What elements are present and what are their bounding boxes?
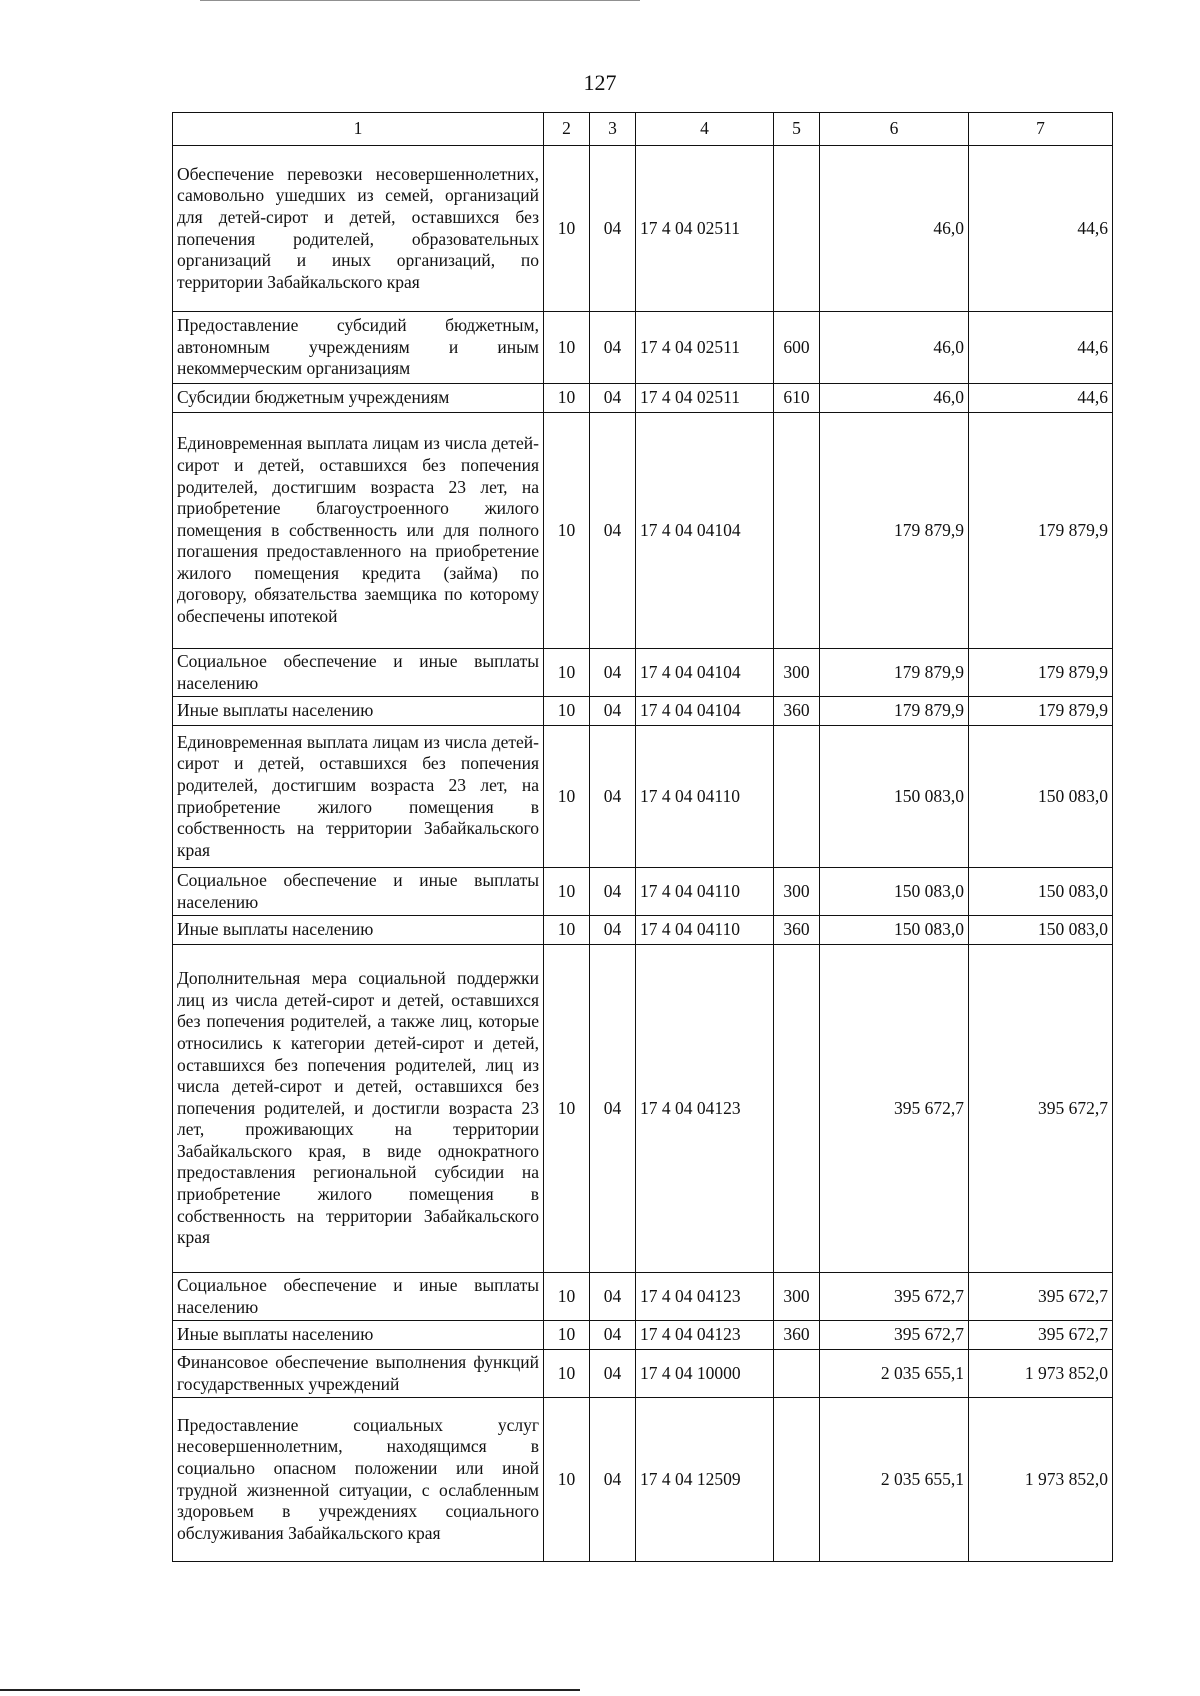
row-name: Предоставление субсидий бюджетным, автономным учреждениям и иным некоммерческим организациям [173,312,544,384]
cell-col3: 04 [590,1321,636,1350]
cell-col7: 179 879,9 [969,697,1113,726]
cell-col3: 04 [590,1398,636,1562]
table-row [173,312,1113,384]
cell-col5: 300 [774,649,820,697]
cell-col3: 04 [590,945,636,1273]
table-row [173,1273,1113,1321]
cell-col2: 10 [544,916,590,945]
cell-col7: 179 879,9 [969,649,1113,697]
cell-col5 [774,945,820,1273]
cell-col3: 04 [590,1350,636,1398]
row-name: Дополнительная мера социальной поддержки лиц из числа детей-сирот и детей, оставшихся без попечения родителей, а также лиц, которые относились к категории детей-сирот и детей, оставшихся без попечения родителей, лиц из числа детей-сирот и детей, оставшихся без попечения родителей, и достигли возраста 23 лет, проживающих на территории Забайкальского края, в виде однократного предоставления региональной субсидии на приобретение жилого помещения в собственность на территории Забайкальского края [173,945,544,1273]
cell-col6: 46,0 [820,384,969,413]
cell-col6: 2 035 655,1 [820,1350,969,1398]
cell-col6: 150 083,0 [820,916,969,945]
cell-col2: 10 [544,697,590,726]
cell-col7: 395 672,7 [969,1321,1113,1350]
cell-col5: 360 [774,697,820,726]
table-row [173,384,1113,413]
cell-col2: 10 [544,384,590,413]
cell-col4: 17 4 04 10000 [636,1350,774,1398]
budget-table [172,112,1113,1562]
table-row [173,1350,1113,1398]
cell-col2: 10 [544,649,590,697]
cell-col6: 46,0 [820,312,969,384]
cell-col5 [774,726,820,868]
cell-col7: 150 083,0 [969,916,1113,945]
cell-col3: 04 [590,312,636,384]
table-row [173,1398,1113,1562]
cell-col5 [774,1398,820,1562]
cell-col2: 10 [544,1398,590,1562]
cell-col7: 44,6 [969,384,1113,413]
row-name: Финансовое обеспечение выполнения функций государственных учреждений [173,1350,544,1398]
cell-col7: 395 672,7 [969,945,1113,1273]
cell-col6: 179 879,9 [820,413,969,649]
cell-col3: 04 [590,146,636,312]
table-row [173,868,1113,916]
table-row [173,649,1113,697]
table-row [173,916,1113,945]
row-name: Социальное обеспечение и иные выплаты населению [173,649,544,697]
row-name: Единовременная выплата лицам из числа детей-сирот и детей, оставшихся без попечения родителей, достигшим возраста 23 лет, на приобретение жилого помещения в собственность на территории Забайкальского края [173,726,544,868]
row-name: Субсидии бюджетным учреждениям [173,384,544,413]
row-name: Иные выплаты населению [173,1321,544,1350]
table-row [173,413,1113,649]
cell-col7: 150 083,0 [969,726,1113,868]
cell-col3: 04 [590,697,636,726]
cell-col5 [774,413,820,649]
cell-col7: 44,6 [969,146,1113,312]
cell-col4: 17 4 04 04110 [636,916,774,945]
column-header: 2 [544,113,590,146]
column-header: 7 [969,113,1113,146]
row-name: Социальное обеспечение и иные выплаты населению [173,1273,544,1321]
cell-col5: 300 [774,1273,820,1321]
cell-col4: 17 4 04 12509 [636,1398,774,1562]
cell-col2: 10 [544,413,590,649]
cell-col4: 17 4 04 04123 [636,1273,774,1321]
row-name: Иные выплаты населению [173,697,544,726]
column-header: 6 [820,113,969,146]
cell-col7: 1 973 852,0 [969,1398,1113,1562]
header-row [173,113,1113,146]
cell-col3: 04 [590,916,636,945]
cell-col6: 179 879,9 [820,649,969,697]
cell-col7: 179 879,9 [969,413,1113,649]
cell-col2: 10 [544,312,590,384]
cell-col5: 600 [774,312,820,384]
cell-col6: 46,0 [820,146,969,312]
table-row [173,1321,1113,1350]
cell-col4: 17 4 04 04104 [636,697,774,726]
cell-col5: 360 [774,916,820,945]
cell-col3: 04 [590,413,636,649]
column-header: 1 [173,113,544,146]
cell-col4: 17 4 04 02511 [636,312,774,384]
table-row [173,697,1113,726]
cell-col6: 150 083,0 [820,726,969,868]
scan-edge-line [0,1689,580,1691]
cell-col4: 17 4 04 04123 [636,1321,774,1350]
cell-col6: 395 672,7 [820,1273,969,1321]
cell-col4: 17 4 04 04104 [636,413,774,649]
cell-col3: 04 [590,1273,636,1321]
table-row [173,726,1113,868]
row-name: Иные выплаты населению [173,916,544,945]
cell-col6: 2 035 655,1 [820,1398,969,1562]
cell-col5 [774,146,820,312]
cell-col6: 150 083,0 [820,868,969,916]
cell-col7: 1 973 852,0 [969,1350,1113,1398]
cell-col6: 179 879,9 [820,697,969,726]
scan-edge-line [200,0,640,1]
cell-col5: 360 [774,1321,820,1350]
column-header: 3 [590,113,636,146]
table-row [173,945,1113,1273]
cell-col3: 04 [590,384,636,413]
cell-col2: 10 [544,1273,590,1321]
cell-col3: 04 [590,726,636,868]
row-name: Социальное обеспечение и иные выплаты населению [173,868,544,916]
column-header: 5 [774,113,820,146]
cell-col5: 610 [774,384,820,413]
cell-col5: 300 [774,868,820,916]
cell-col2: 10 [544,146,590,312]
cell-col4: 17 4 04 04110 [636,868,774,916]
cell-col7: 395 672,7 [969,1273,1113,1321]
cell-col6: 395 672,7 [820,1321,969,1350]
row-name: Обеспечение перевозки несовершеннолетних, самовольно ушедших из семей, организаций для детей-сирот и детей, оставшихся без попечения родителей, образовательных организаций и иных организаций, по территории Забайкальского края [173,146,544,312]
column-header: 4 [636,113,774,146]
cell-col5 [774,1350,820,1398]
cell-col2: 10 [544,1350,590,1398]
page-number: 127 [583,70,617,95]
row-name: Единовременная выплата лицам из числа детей-сирот и детей, оставшихся без попечения родителей, достигшим возраста 23 лет, на приобретение благоустроенного жилого помещения в собственность или для полного погашения предоставленного на приобретение жилого помещения кредита (займа) по договору, обязательства заемщика по которому обеспечены ипотекой [173,413,544,649]
cell-col4: 17 4 04 04123 [636,945,774,1273]
cell-col2: 10 [544,868,590,916]
cell-col4: 17 4 04 02511 [636,384,774,413]
cell-col2: 10 [544,945,590,1273]
cell-col7: 44,6 [969,312,1113,384]
table-row [173,146,1113,312]
cell-col4: 17 4 04 04110 [636,726,774,868]
cell-col6: 395 672,7 [820,945,969,1273]
cell-col4: 17 4 04 02511 [636,146,774,312]
cell-col2: 10 [544,726,590,868]
cell-col4: 17 4 04 04104 [636,649,774,697]
cell-col3: 04 [590,868,636,916]
cell-col7: 150 083,0 [969,868,1113,916]
cell-col2: 10 [544,1321,590,1350]
row-name: Предоставление социальных услуг несовершеннолетним, находящимся в социально опасном положении или иной трудной жизненной ситуации, с ослабленным здоровьем в учреждениях социального обслуживания Забайкальского края [173,1398,544,1562]
cell-col3: 04 [590,649,636,697]
